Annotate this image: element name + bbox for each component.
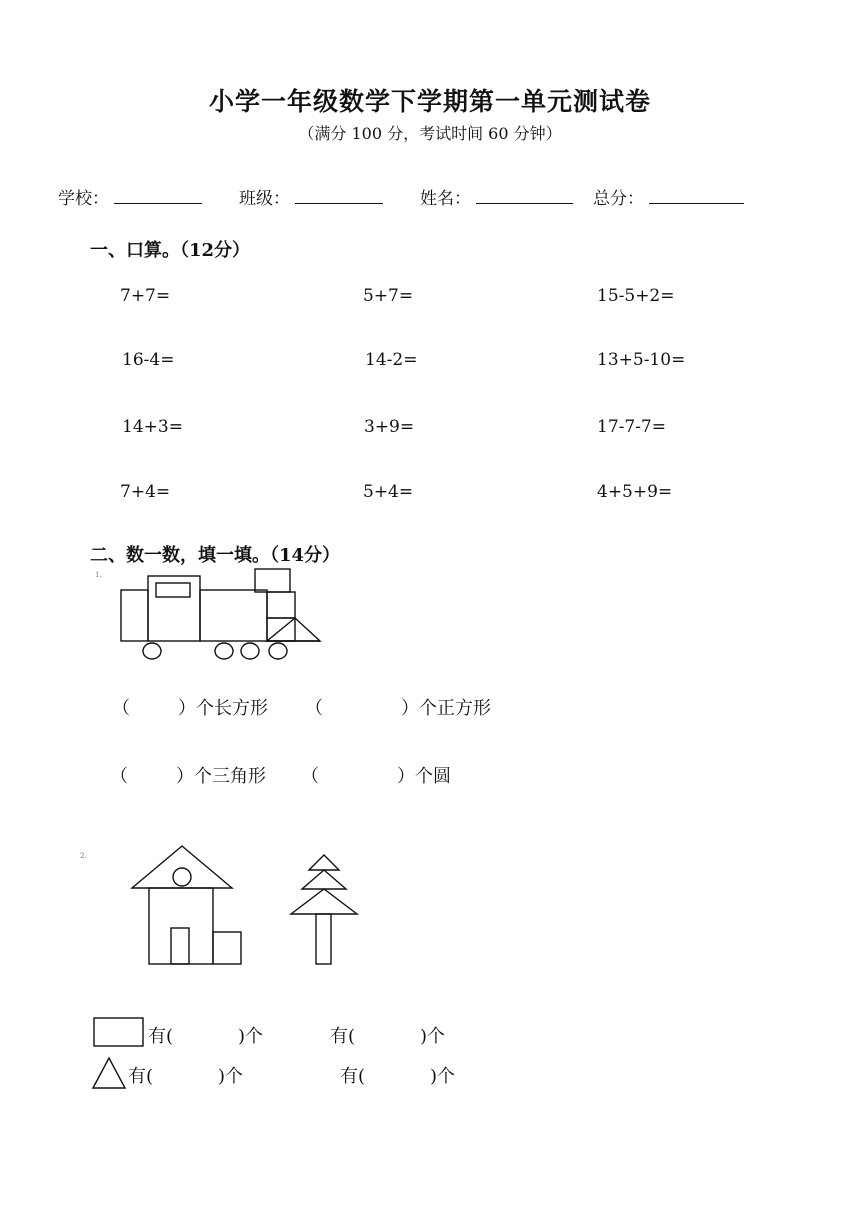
train-figure [115,565,325,665]
house-side-square [213,932,241,964]
problem-item: 7+4= [120,482,171,502]
problem-item: 15-5+2= [597,286,675,306]
train-wheel [269,643,287,659]
page-title: 小学一年级数学下学期第一单元测试卷 [208,87,651,116]
circle-count-open: （ [301,766,319,787]
rectangle-blank-unit: )个 [238,1026,264,1047]
section-2-title: 二、数一数，填一填。（14分） [90,545,341,566]
tree-figure [288,852,362,972]
rectangle-count-input[interactable] [132,694,178,718]
train-front-square [267,592,295,618]
circle-count-input[interactable] [321,762,397,786]
triangle-shape-icon [91,1056,127,1090]
triangle-count-label: ）个三角形 [176,766,266,787]
triangle-count-input[interactable] [130,762,176,786]
tree-trunk-rect [316,914,331,964]
train-boiler [200,590,267,641]
square-count-label: ）个正方形 [401,698,491,719]
class-label: 班级： [239,189,290,209]
total-score-label: 总分： [593,189,644,209]
house-figure [128,842,248,972]
problem-item: 17-7-7= [597,417,666,437]
school-input-line[interactable] [114,203,202,204]
tree-triangle-middle [302,870,346,889]
problem-item: 13+5-10= [597,350,686,370]
name-label: 姓名： [420,189,471,209]
train-rear-car [121,590,148,641]
problem-item: 4+5+9= [597,482,673,502]
train-wheel [241,643,259,659]
name-input-line[interactable] [476,203,573,204]
rectangle-count-label: ）个长方形 [178,698,268,719]
shape-blank-unit: )个 [420,1026,446,1047]
train-chimney-square [255,569,290,592]
train-cowcatcher-triangle [267,618,320,641]
problem-item: 16-4= [122,350,175,370]
figure-2-marker: 2. [80,852,87,860]
tree-triangle-top [309,855,339,870]
figure-1-marker: 1. [95,571,102,579]
triangle-blank-unit: )个 [218,1066,244,1087]
shape-blank-input[interactable] [358,1022,418,1046]
house-body-rect [149,888,213,964]
page-subtitle: （满分 100 分，考试时间 60 分钟） [298,124,562,143]
problem-item: 3+9= [364,417,415,437]
circle-count-label: ）个圆 [397,766,451,787]
tree-triangle-bottom [291,889,357,914]
triangle-count-open: （ [110,766,128,787]
house-door-rect [171,928,189,964]
square-count-input[interactable] [325,694,401,718]
shape-blank-label: 有( [330,1026,356,1047]
house-window-circle [173,868,191,886]
train-wheel [143,643,161,659]
shape-blank-label-2: 有( [340,1066,366,1087]
train-window [156,583,190,597]
section-1-title: 一、口算。（12分） [90,240,251,261]
house-roof-triangle [132,846,232,888]
rectangle-blank-input[interactable] [176,1022,236,1046]
triangle-blank-input[interactable] [156,1062,216,1086]
shape-blank-unit-2: )个 [430,1066,456,1087]
train-wheel [215,643,233,659]
total-score-input-line[interactable] [649,203,744,204]
shape-blank-input-2[interactable] [368,1062,428,1086]
rectangle-count-open: （ [112,698,130,719]
square-count-open: （ [305,698,323,719]
triangle-blank-label: 有( [128,1066,154,1087]
rectangle-blank-label: 有( [148,1026,174,1047]
class-input-line[interactable] [295,203,383,204]
problem-item: 5+7= [363,286,414,306]
rectangle-shape-icon [93,1017,145,1047]
school-label: 学校： [58,189,109,209]
problem-item: 14-2= [365,350,418,370]
problem-item: 14+3= [122,417,183,437]
problem-item: 7+7= [120,286,171,306]
problem-item: 5+4= [363,482,414,502]
